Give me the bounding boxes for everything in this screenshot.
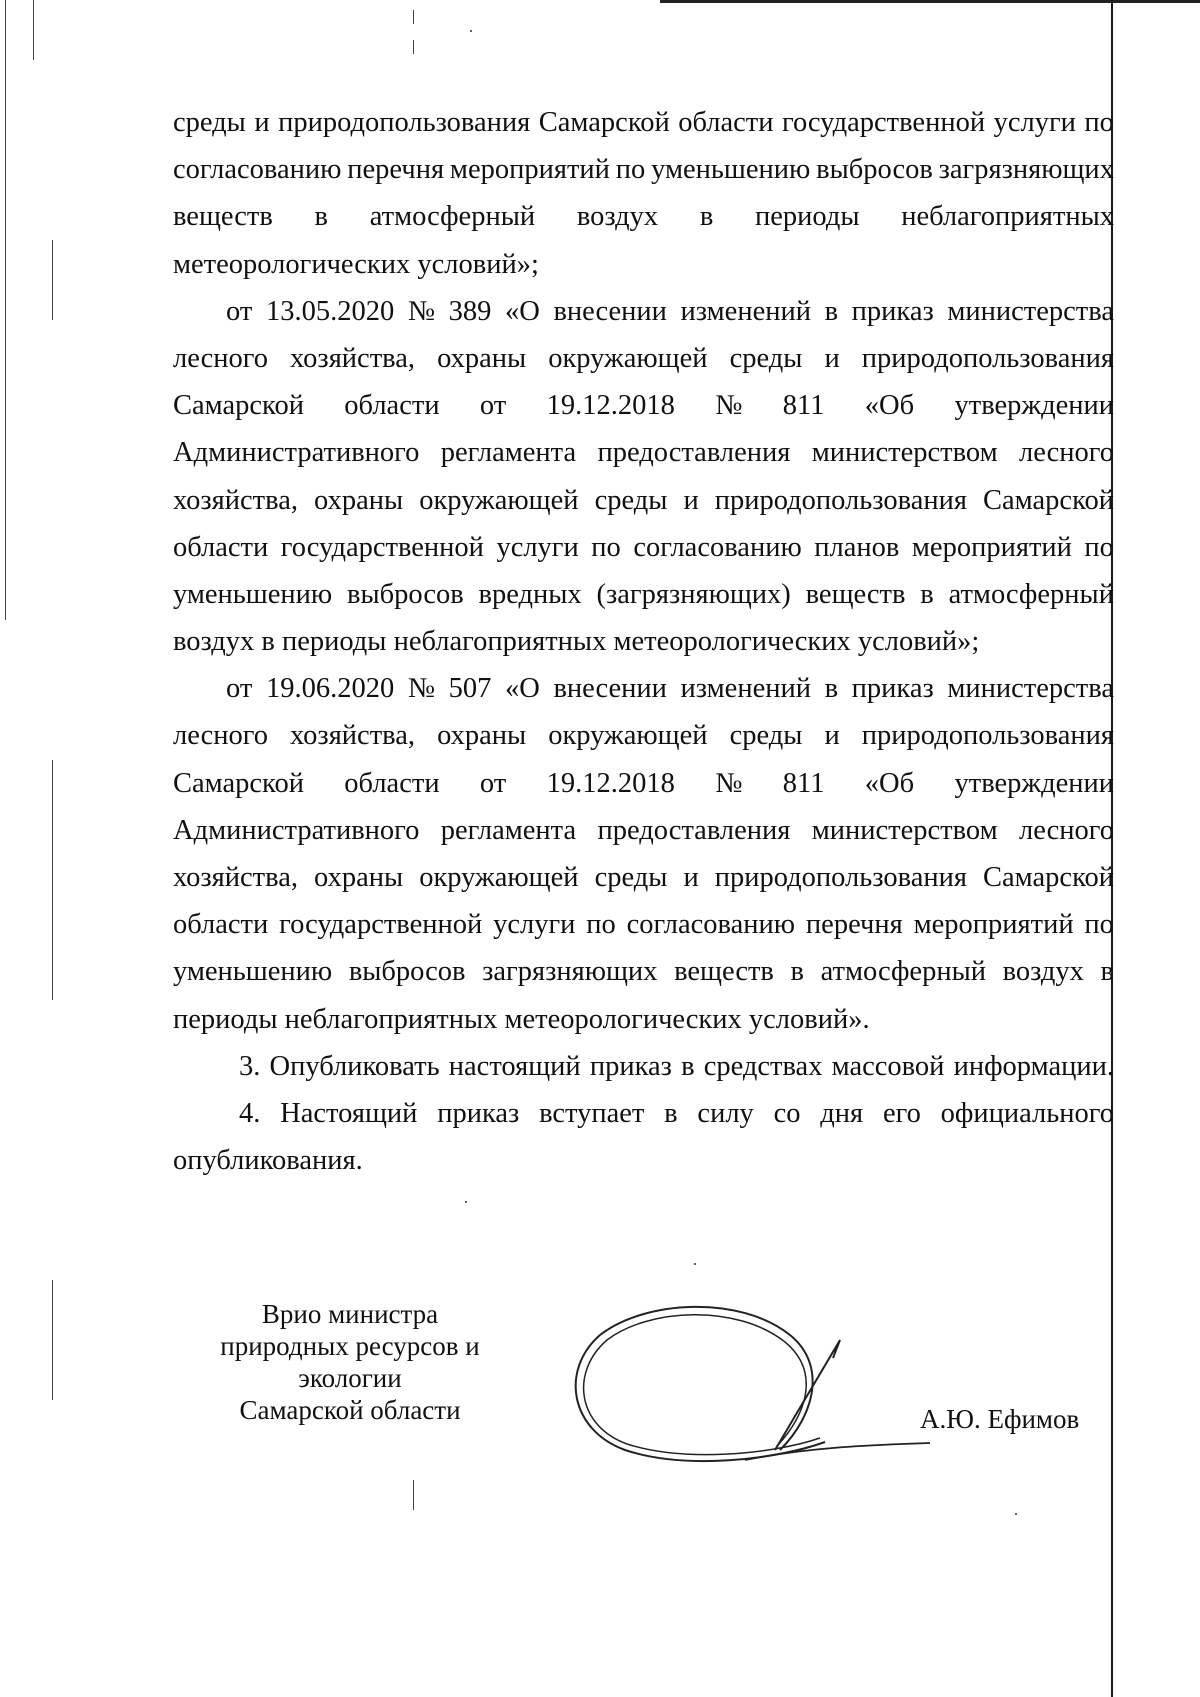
word: изменений — [680, 673, 811, 705]
word: приказ — [851, 673, 934, 705]
word: среды — [729, 720, 803, 752]
word: природопользования — [278, 107, 531, 138]
text-line — [173, 807, 1114, 854]
word: силу — [697, 1097, 754, 1129]
word: лесного — [1018, 437, 1114, 469]
word: опубликования. — [173, 1145, 363, 1177]
word: официального — [940, 1097, 1114, 1129]
word: Настоящий — [280, 1097, 418, 1129]
word: предоставления — [597, 437, 791, 469]
word: выбросов — [347, 578, 464, 610]
text-line — [173, 477, 1114, 524]
word: воздух — [1002, 956, 1084, 988]
text-line — [173, 1137, 1114, 1184]
word: области — [173, 909, 269, 941]
word: 13.05.2020 — [265, 295, 395, 327]
word: регламента — [440, 814, 577, 846]
word: 811 — [782, 767, 825, 799]
word: выбросов — [816, 154, 933, 186]
word: перечня — [347, 154, 445, 186]
word: в — [699, 201, 714, 233]
word: по — [1084, 909, 1114, 941]
word: «О — [504, 295, 540, 327]
word: области — [344, 767, 440, 799]
word: по — [586, 909, 616, 941]
word: воздух — [576, 201, 659, 233]
word: изменений — [680, 295, 811, 327]
word: со — [773, 1097, 801, 1129]
word: 811 — [782, 390, 825, 422]
binding-mark — [52, 240, 53, 320]
text-line — [173, 996, 1114, 1043]
word: выбросов — [348, 956, 466, 988]
word: окружающей — [419, 862, 579, 893]
word: Самарской — [538, 107, 670, 138]
word: настоящий — [448, 1050, 581, 1082]
scan-speck — [470, 30, 472, 32]
position-line: природных ресурсов и — [220, 1331, 480, 1361]
text-line — [173, 382, 1114, 429]
word: охраны — [437, 342, 527, 374]
text-line — [173, 429, 1114, 476]
word: уменьшению — [173, 578, 333, 610]
word: по — [615, 154, 646, 186]
word: министерством — [811, 814, 998, 846]
word: мероприятий — [913, 909, 1074, 941]
word: 19.06.2020 — [265, 673, 395, 705]
word: в — [824, 295, 839, 327]
word: и — [824, 720, 840, 752]
word: хозяйства, — [290, 720, 416, 752]
binding-mark — [52, 760, 53, 1000]
word: Самарской — [983, 484, 1114, 516]
word: министерством — [811, 437, 998, 469]
word: мероприятий — [449, 154, 610, 186]
binding-mark — [413, 1480, 414, 1510]
word: уменьшению — [173, 956, 333, 988]
word: Опубликовать — [269, 1050, 440, 1082]
signatory-position — [190, 1298, 510, 1426]
word: информации. — [953, 1050, 1114, 1082]
word: 19.12.2018 — [546, 767, 675, 799]
word: Административного — [173, 437, 420, 469]
word: веществ — [674, 956, 774, 988]
word: загрязняющих — [938, 154, 1114, 186]
word: приказ — [589, 1050, 672, 1082]
word: согласованию — [173, 154, 342, 186]
word: и — [683, 862, 699, 893]
text-line — [173, 99, 1114, 146]
binding-mark — [413, 10, 414, 24]
word: в — [1100, 956, 1114, 988]
word: средствах — [703, 1050, 823, 1082]
document-body — [173, 99, 1114, 1184]
word: услуги — [993, 107, 1076, 138]
word: вступает — [539, 1097, 645, 1129]
word: Самарской — [173, 390, 304, 422]
word: в — [314, 201, 328, 233]
word: природопользования — [861, 342, 1114, 374]
word: в — [664, 1097, 678, 1129]
text-line — [173, 288, 1114, 335]
signer-name: А.Ю. Ефимов — [920, 1404, 1080, 1434]
binding-mark — [52, 1280, 53, 1400]
word: № — [715, 390, 743, 422]
word: внесении — [553, 295, 667, 327]
word: окружающей — [419, 484, 579, 516]
word: 3. — [239, 1050, 261, 1082]
word: по — [1084, 107, 1114, 138]
word: лесного — [173, 342, 268, 374]
word: 507 — [448, 673, 492, 705]
word: государственной — [280, 531, 484, 563]
word: министерства — [947, 673, 1114, 705]
word: планов — [814, 531, 900, 563]
binding-mark — [33, 0, 34, 60]
word: и — [824, 342, 840, 374]
word: его — [882, 1097, 921, 1129]
position-line: Врио министра — [261, 1299, 439, 1329]
scan-speck — [465, 1201, 467, 1203]
word: мероприятий — [911, 531, 1072, 563]
word: веществ — [173, 201, 273, 233]
word: уменьшению — [651, 154, 811, 186]
position-line: экологии — [298, 1363, 402, 1393]
word: министерства — [947, 295, 1114, 327]
text-line — [173, 948, 1114, 995]
word: в — [790, 956, 804, 988]
word: и — [254, 107, 270, 138]
handwritten-signature — [565, 1300, 935, 1475]
word: 19.12.2018 — [546, 390, 675, 422]
word: от — [226, 295, 253, 327]
word: атмосферный — [948, 578, 1114, 610]
text-line — [173, 524, 1114, 571]
word: (загрязняющих) — [596, 578, 791, 610]
word: внесении — [553, 673, 667, 705]
text-line — [173, 901, 1114, 948]
word: хозяйства, — [290, 342, 416, 374]
word: лесного — [1018, 814, 1114, 846]
word: периоды — [755, 201, 860, 233]
word: охраны — [314, 862, 404, 893]
word: в — [681, 1050, 695, 1082]
scan-top-edge — [660, 0, 1200, 3]
text-line — [173, 712, 1114, 759]
word: услуги — [496, 531, 579, 563]
binding-mark — [5, 0, 6, 620]
word: среды — [594, 484, 668, 516]
text-line — [173, 1043, 1114, 1090]
word: в — [824, 673, 839, 705]
word: приказ — [851, 295, 934, 327]
scan-speck — [694, 1263, 696, 1265]
word: неблагоприятных — [901, 201, 1114, 233]
word: «О — [504, 673, 540, 705]
word: по — [1084, 531, 1114, 563]
word: охраны — [437, 720, 527, 752]
word: вредных — [478, 578, 582, 610]
word: от — [226, 673, 253, 705]
word: воздух в периоды неблагоприятных метеорологических условий»; — [173, 626, 980, 658]
text-line — [173, 193, 1114, 240]
word: окружающей — [548, 342, 708, 374]
word: природопользования — [714, 484, 967, 516]
word: от — [479, 767, 507, 799]
word: дня — [820, 1097, 864, 1129]
text-line — [173, 335, 1114, 382]
position-line: Самарской области — [239, 1395, 461, 1425]
word: 4. — [239, 1097, 261, 1129]
text-line — [173, 241, 1114, 288]
word: государственной — [279, 909, 483, 941]
word: области — [173, 531, 269, 563]
word: среды — [594, 862, 668, 893]
word: по — [591, 531, 621, 563]
word: области — [678, 107, 774, 138]
word: и — [683, 484, 699, 516]
word: метеорологических условий»; — [173, 248, 539, 280]
word: «Об — [864, 767, 915, 799]
word: перечня — [805, 909, 903, 941]
word: согласованию — [633, 531, 802, 563]
word: согласованию — [626, 909, 796, 941]
text-line — [173, 618, 1114, 665]
word: хозяйства, — [173, 484, 298, 516]
binding-mark — [413, 40, 414, 54]
word: лесного — [173, 720, 268, 752]
word: периоды неблагоприятных метеорологических условий». — [173, 1003, 870, 1035]
word: регламента — [440, 437, 577, 469]
word: 389 — [448, 295, 492, 327]
word: № — [407, 673, 436, 705]
word: услуги — [493, 909, 576, 941]
text-line — [173, 760, 1114, 807]
word: в — [920, 578, 934, 610]
word: утверждении — [954, 390, 1114, 422]
word: среды — [173, 107, 246, 138]
word: № — [715, 767, 743, 799]
word: массовой — [831, 1050, 945, 1082]
word: атмосферный — [369, 201, 536, 233]
word: Самарской — [983, 862, 1114, 893]
text-line — [173, 854, 1114, 901]
word: предоставления — [597, 814, 791, 846]
word: области — [344, 390, 440, 422]
word: от — [479, 390, 507, 422]
word: Самарской — [173, 767, 304, 799]
word: загрязняющих — [482, 956, 658, 988]
word: утверждении — [954, 767, 1114, 799]
word: веществ — [805, 578, 906, 610]
text-line — [173, 146, 1114, 193]
word: природопользования — [714, 862, 967, 893]
word: хозяйства, — [173, 862, 298, 893]
text-line — [173, 665, 1114, 712]
word: охраны — [314, 484, 404, 516]
word: Административного — [173, 814, 420, 846]
word: «Об — [864, 390, 915, 422]
word: государственной — [781, 107, 986, 138]
word: среды — [729, 342, 803, 374]
text-line — [173, 571, 1114, 618]
word: атмосферный — [820, 956, 986, 988]
word: приказ — [437, 1097, 520, 1129]
scan-speck — [1015, 1513, 1017, 1515]
word: окружающей — [548, 720, 708, 752]
text-line — [173, 1090, 1114, 1137]
word: № — [407, 295, 436, 327]
word: природопользования — [861, 720, 1114, 752]
